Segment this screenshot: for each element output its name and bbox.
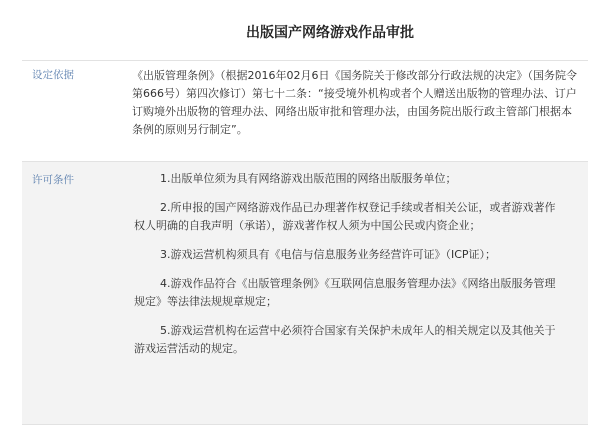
condition-item: 3.游戏运营机构须具有《电信与信息服务业务经营许可证》（ICP证）； <box>160 248 497 261</box>
basis-label: 设定依据 <box>32 69 74 81</box>
basis-row <box>22 60 588 161</box>
condition-item: 2.所申报的国产网络游戏作品已办理著作权登记手续或者相关公证，或者游戏著作权人明确的自我声明（承诺），游戏著作权人须为中国公民或内资企业； <box>134 201 556 232</box>
info-table <box>22 60 588 425</box>
conditions-label: 许可条件 <box>32 174 74 186</box>
condition-item: 4.游戏作品符合《出版管理条例》《互联网信息服务管理办法》《网络出版服务管理规定》等法律法规规章规定； <box>134 277 556 308</box>
condition-item: 1.出版单位须为具有网络游戏出版范围的网络出版服务单位； <box>160 172 457 185</box>
conditions-list <box>110 162 588 424</box>
basis-text: 《出版管理条例》（根据2016年02月6日《国务院关于修改部分行政法规的决定》（国务院令第666号）第四次修订）第七十二条：“接受境外机构或者个人赠送出版物的管理办法、订户订购境外出版物的管理办法、网络出版审批和管理办法，由国务院出版行政主管部门根据本条例的原则另行制定”。 <box>132 69 577 136</box>
page-title: 出版国产网络游戏作品审批 <box>246 25 414 41</box>
condition-item: 5.游戏运营机构在运营中必须符合国家有关保护未成年人的相关规定以及其他关于游戏运营活动的规定。 <box>134 324 556 355</box>
conditions-row <box>22 161 588 425</box>
